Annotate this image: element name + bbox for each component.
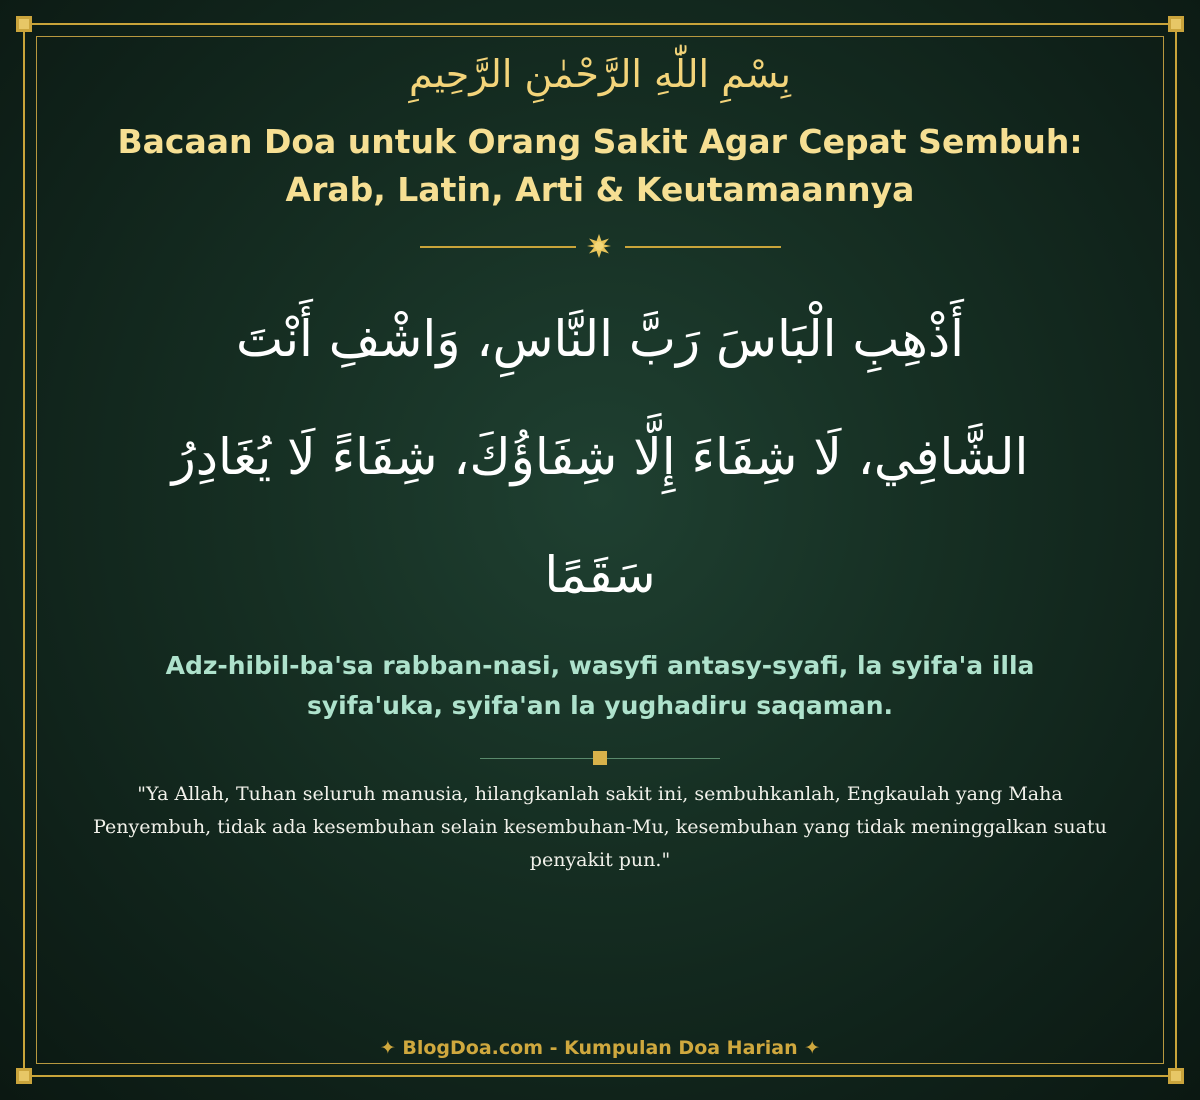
sparkle-icon-left: ✦	[379, 1037, 396, 1059]
bismillah-heading: بِسْمِ اللّٰهِ الرَّحْمٰنِ الرَّحِيمِ	[409, 52, 791, 96]
divider-line-left	[420, 246, 576, 248]
section-divider	[0, 748, 1200, 768]
arabic-prayer-text	[70, 280, 1130, 634]
translation-line-1: "Ya Allah, Tuhan seluruh manusia, hilangkanlah sakit ini, sembuhkanlah, Engkaulah yang Maha	[137, 783, 1063, 805]
arabic-line-2: الشَّافِي، لَا شِفَاءَ إِلَّا شِفَاؤُكَ، شِفَاءً لَا يُغَادِرُ	[171, 428, 1029, 486]
translation-line-2: Penyembuh, tidak ada kesembuhan selain kesembuhan-Mu, kesembuhan yang tidak meninggalkan suatu	[93, 816, 1107, 838]
title-divider	[0, 233, 1200, 259]
footer-text: BlogDoa.com - Kumpulan Doa Harian	[402, 1037, 798, 1059]
corner-ornament-bottom-right	[1168, 1068, 1184, 1084]
divider-line-right	[625, 246, 781, 248]
arabic-line-3: سَقَمًا	[544, 546, 656, 604]
latin-transliteration	[80, 646, 1120, 726]
corner-ornament-bottom-left	[16, 1068, 32, 1084]
diamond-icon	[593, 751, 607, 765]
sun-star-icon	[587, 234, 611, 258]
translation-text	[90, 778, 1110, 877]
title-line-1: Bacaan Doa untuk Orang Sakit Agar Cepat Sembuh:	[117, 122, 1083, 161]
arabic-line-1: أَذْهِبِ الْبَاسَ رَبَّ النَّاسِ، وَاشْفِ أَنْتَ	[235, 310, 964, 368]
latin-line-1: Adz-hibil-ba'sa rabban-nasi, wasyfi antasy-syafi, la syifa'a illa	[165, 651, 1035, 680]
translation-line-3: penyakit pun."	[529, 849, 671, 871]
page-title	[60, 118, 1140, 214]
sparkle-icon-right: ✦	[804, 1037, 821, 1059]
latin-line-2: syifa'uka, syifa'an la yughadiru saqaman.	[307, 691, 893, 720]
footer-credit	[0, 1034, 1200, 1062]
corner-ornament-top-right	[1168, 16, 1184, 32]
title-line-2: Arab, Latin, Arti & Keutamaannya	[285, 170, 915, 209]
corner-ornament-top-left	[16, 16, 32, 32]
